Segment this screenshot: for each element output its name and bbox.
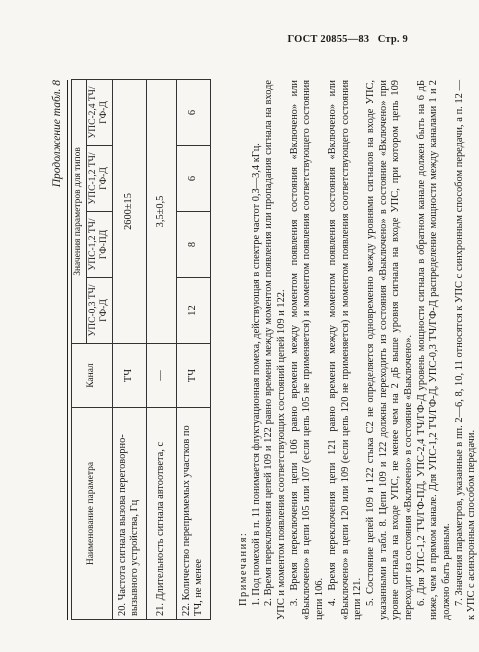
note-item: 4. Время переключения цепи 121 равно времени между моментом появления состояния «Включено» или «Выключено» в цепи 120 или 109 (если цепь 120 не применяется) и моментом появления соответствующего состояния цепи 121. xyxy=(326,80,364,620)
column-header-group: Значения параметров для типов xyxy=(72,79,87,343)
rotated-table-block xyxy=(50,80,478,620)
value-cell: 12 xyxy=(176,278,210,344)
value-cell: 2600±15 xyxy=(112,79,146,343)
parameter-name: 21. Длительность сигнала автоответа, с xyxy=(146,408,176,620)
notes-section xyxy=(238,80,479,620)
value-cell: 6 xyxy=(176,79,210,145)
note-item: 7. Значения параметров, указанные в пп. 2—6, 8, 10, 11 относятся к УПС с синхронным способом передачи, а п. 12 — к УПС с асинхронным способом передачи. xyxy=(453,80,478,620)
notes-title: Примечания: xyxy=(238,531,249,606)
channel-cell: ТЧ xyxy=(112,344,146,408)
table-row xyxy=(176,79,210,619)
continuation-title: Продолжение табл. 8 xyxy=(51,80,63,188)
column-header-channel: Канал xyxy=(72,344,113,408)
parameter-name: 20. Частота сигнала вызова переговорно-вызывного устройства, Гц xyxy=(112,408,146,620)
column-header-name: Наименование параметра xyxy=(72,408,113,620)
page-number: Стр. 9 xyxy=(377,34,408,45)
standard-number: ГОСТ 20855—83 xyxy=(287,34,370,45)
note-item: 1. Под помехой в п. 11 понимается флуктуационная помеха, действующая в спектре частот 0,3—3,4 кГц. xyxy=(250,143,262,606)
column-header-type: УПС-0,3 ТЧ/ГФ-Д xyxy=(86,278,112,344)
divider xyxy=(67,80,68,620)
parameters-table xyxy=(71,79,211,620)
channel-cell: ТЧ xyxy=(176,344,210,408)
page-header xyxy=(287,34,408,45)
channel-cell: — xyxy=(146,344,176,408)
parameter-name: 22. Количество перепримемых участков по ТЧ, не менее xyxy=(176,408,210,620)
column-header-type: УПС-1,2 ТЧ/ГФ-ПД xyxy=(86,212,112,278)
value-cell: 8 xyxy=(176,212,210,278)
note-item: 2. Время переключения цепей 109 и 122 равно времени между моментом появления или пропадания сигнала на входе УПС и моментом появления соответствующих состояний цепей 109 и 122. xyxy=(263,80,288,620)
column-header-type: УПС-2,4 ТЧ/ГФ-Д xyxy=(86,79,112,145)
note-item: 3. Время переключения цепи 106 равно времени между моментом появления состояния «Включено» или «Выключено» в цепи 105 или 107 (если цепь 105 не применяется) и моментом появления соответствующего состояния цепи 106. xyxy=(288,80,326,620)
note-item: 5. Состояние цепей 109 и 122 стыка С2 не определяется одновременно между уровнями сигналов на входе УПС, указанными в табл. 8. Цепи 109 и 122 должны переходить из состояния «Выключено» в состояние «Включено» при уровне сигнала на входе УПС, не менее чем на 2 дБ выше уровня сигнала на входе УПС, при котором цепь 109 переходит из состояния «Включено» в состояние «Выключено». xyxy=(364,80,414,620)
table-row xyxy=(146,79,176,619)
note-item: 6. Для УПС-1,2 ТЧ/ГФ-ПД, УПС-2,4 ТЧ/ГФ-Д уровень мощности сигнала в обратном канале должен быть на 6 дБ ниже, чем в прямом канале. Для УПС-1,2 ТЧ/ГФ-Д, УПС-0,3 ТЧ/ГФ-Д распределение мощности между каналами 1 и 2 должно быть равным. xyxy=(415,80,452,620)
table-row xyxy=(112,79,146,619)
column-header-type: УПС-1,2 ТЧ/ГФ-Д xyxy=(86,146,112,212)
value-cell: 6 xyxy=(176,146,210,212)
value-cell: 3,5±0,5 xyxy=(146,79,176,343)
